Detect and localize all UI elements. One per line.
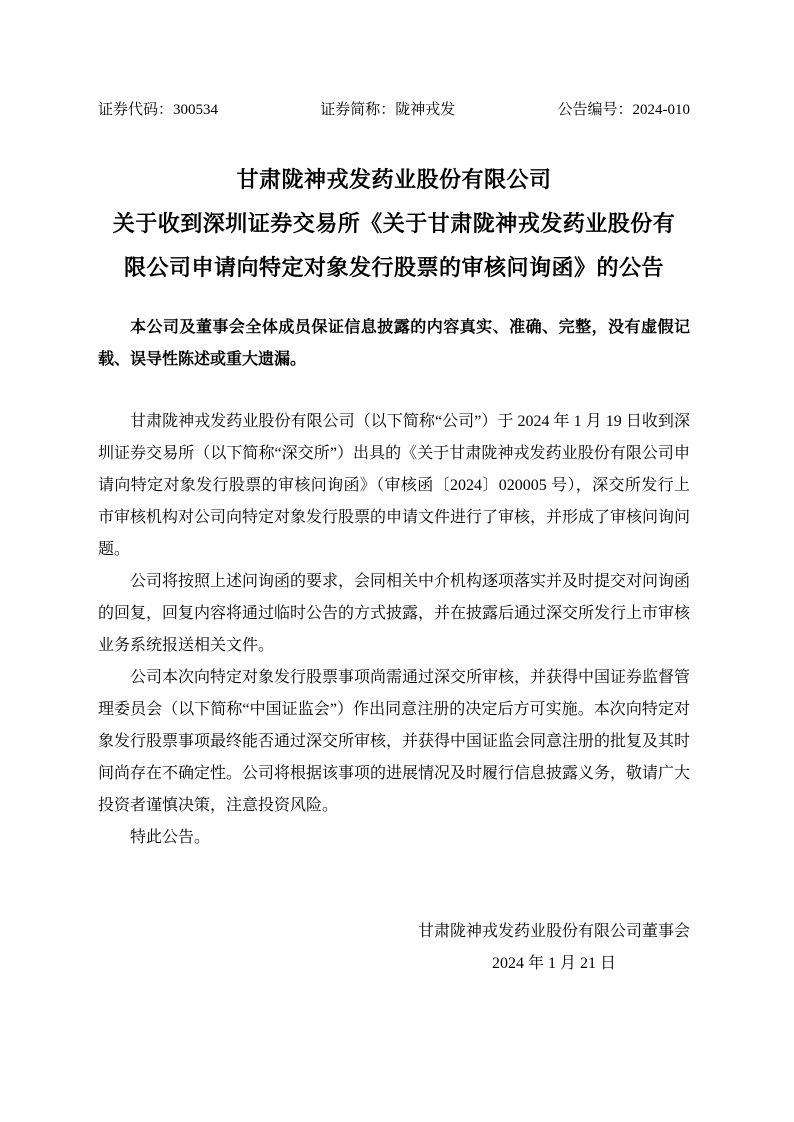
declaration-paragraph: 本公司及董事会全体成员保证信息披露的内容真实、准确、完整，没有虚假记载、误导性陈述或重大遗漏。 [98,319,690,368]
body-paragraph-2: 公司将按照上述问询函的要求，会同相关中介机构逐项落实并及时提交对问询函的回复，回复内容将通过临时公告的方式披露，并在披露后通过深交所发行上市审核业务系统报送相关文件。 [98,573,691,654]
stock-code-value: 300534 [173,102,219,118]
signature-company: 甘肃陇神戎发药业股份有限公司董事会 [417,923,690,940]
document-header [98,100,690,120]
announcement-number-label: 公告编号： [557,102,633,118]
body-paragraph-1: 甘肃陇神戎发药业股份有限公司（以下简称“公司”）于 2024 年 1 月 19 日收到深圳证券交易所（以下简称“深交所”）出具的《关于甘肃陇神戎发药业股份有限公司申请向特定对象发行股票的审核问询函》（审核函〔2024〕020005 号），深交所发行上市审核机构对公司向特定对象发行股票的申请文件进行了审核，并形成了审核问询问题。 [98,413,691,558]
page-title-line-2: 关于收到深圳证券交易所《关于甘肃陇神戎发药业股份有 [112,211,676,236]
page-title-line-1: 甘肃陇神戎发药业股份有限公司 [236,167,552,192]
signature-block [98,916,690,980]
signature [418,916,690,980]
page-title [98,158,690,290]
body-text [98,406,690,854]
signature-date: 2024 年 1 月 21 日 [491,955,616,972]
stock-name-value: 陇神戎发 [395,102,456,118]
body-paragraph-3: 公司本次向特定对象发行股票事项尚需通过深交所审核，并获得中国证券监督管理委员会（以下简称“中国证监会”）作出同意注册的决定后方可实施。本次向特定对象发行股票事项最终能否通过深交所审核，并获得中国证监会同意注册的批复及其时间尚存在不确定性。公司将根据该事项的进展情况及时履行信息披露义务，敬请广大投资者谨慎决策，注意投资风险。 [98,669,691,814]
announcement-number-value: 2024-010 [632,102,690,118]
announcement-number [557,100,690,120]
closing-line: 特此公告。 [130,829,211,846]
page-title-line-3: 限公司申请向特定对象发行股票的审核问询函》的公告 [123,255,664,280]
stock-code-label: 证券代码： [98,102,174,118]
stock-name [320,100,455,120]
stock-code [98,100,218,120]
stock-name-label: 证券简称： [320,102,396,118]
